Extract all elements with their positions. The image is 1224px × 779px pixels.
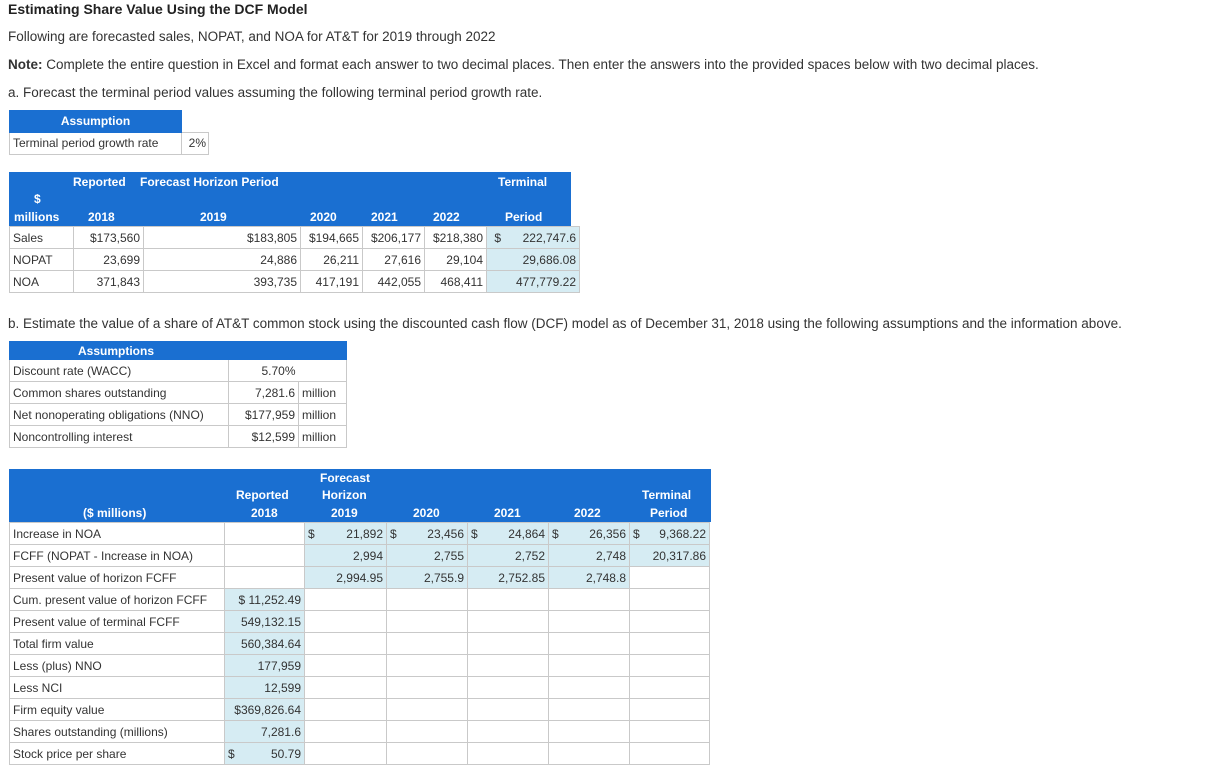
dollar-sign: $ [471,526,478,541]
growth-rate-value: 2% [182,132,209,154]
forecast-year-2018: 2018 [88,210,115,224]
input-cell[interactable]: 2,994 [305,545,387,567]
reported-cell [225,545,305,567]
assumption-a-header: Assumption [10,111,182,133]
assumption-unit: million [299,382,347,404]
table-row [10,249,580,271]
table-row [10,382,347,404]
dollar-sign: $ [228,746,235,761]
table-row [10,404,347,426]
dcf-table [9,522,710,765]
input-cell[interactable] [305,523,387,545]
input-cell[interactable]: 560,384.64 [225,633,305,655]
row-label: Total firm value [10,633,225,655]
forecast-cell: 26,211 [301,249,363,271]
table-row [10,699,710,721]
assumption-value: $12,599 [229,426,299,448]
terminal-input[interactable]: 222,747.6 [509,227,580,249]
dcf-year-2021: 2021 [494,506,521,520]
table-row [10,360,347,382]
forecast-year-2019: 2019 [200,210,227,224]
forecast-cell: $194,665 [301,227,363,249]
forecast-cell: $206,177 [363,227,425,249]
assumption-label: Common shares outstanding [10,382,229,404]
dollar-sign: $ [552,526,559,541]
dcf-year-2018: 2018 [251,506,278,520]
input-cell[interactable] [387,523,468,545]
forecast-cell: 29,104 [425,249,487,271]
table-row [10,655,710,677]
row-label: Increase in NOA [10,523,225,545]
row-label: Sales [10,227,74,249]
terminal-dollar [487,249,509,271]
forecast-h-dollar: $ [34,192,41,206]
row-label: Cum. present value of horizon FCFF [10,589,225,611]
assumption-value: 5.70% [229,360,299,382]
table-row [10,743,710,765]
terminal-input[interactable]: 477,779.22 [509,271,580,293]
assumptions-b-header: Assumptions [10,342,347,360]
reported-cell: 371,843 [74,271,144,293]
dcf-h-reported: Reported [236,488,289,502]
dcf-h-forecast-1: Forecast [320,471,371,485]
table-row [10,611,710,633]
forecast-cell: 417,191 [301,271,363,293]
forecast-year-2020: 2020 [310,210,337,224]
assumption-unit: million [299,426,347,448]
dollar-sign: $ [390,526,397,541]
input-cell[interactable]: 2,748.8 [549,567,630,589]
table-row [10,545,710,567]
table-row [10,677,710,699]
assumption-value: 7,281.6 [229,382,299,404]
reported-cell: $173,560 [74,227,144,249]
growth-rate-label: Terminal period growth rate [10,132,182,154]
cell-value: 21,892 [346,526,383,541]
part-b-text: b. Estimate the value of a share of AT&T common stock using the discounted cash flow (DCF) model as of December 31, 2018 using the following assumptions and the information above. [8,316,1122,331]
table-row [10,633,710,655]
forecast-cell: 27,616 [363,249,425,271]
assumption-label: Discount rate (WACC) [10,360,229,382]
cell-value: 50.79 [270,746,301,761]
dcf-h-millions: ($ millions) [83,506,147,520]
forecast-cell: 468,411 [425,271,487,293]
row-label: NOPAT [10,249,74,271]
forecast-h-terminal: Terminal [498,175,548,189]
forecast-year-2022: 2022 [433,210,460,224]
table-row [10,589,710,611]
row-label: Shares outstanding (millions) [10,721,225,743]
input-cell[interactable]: 2,752 [468,545,549,567]
forecast-h-forecast: Forecast Horizon Period [140,175,279,189]
dcf-h-period: Period [650,506,688,520]
forecast-cell: 24,886 [144,249,301,271]
assumption-unit: million [299,404,347,426]
input-cell[interactable]: 2,755.9 [387,567,468,589]
forecast-h-reported: Reported [73,175,126,189]
note-text [8,57,1039,72]
input-cell[interactable]: 12,599 [225,677,305,699]
input-cell[interactable]: 2,994.95 [305,567,387,589]
row-label: Present value of horizon FCFF [10,567,225,589]
input-cell[interactable]: 2,748 [549,545,630,567]
assumption-label: Net nonoperating obligations (NNO) [10,404,229,426]
table-row [10,271,580,293]
part-a-text: a. Forecast the terminal period values assuming the following terminal period growth rate. [8,85,543,100]
reported-cell [225,523,305,545]
assumption-a-table [9,110,209,155]
dollar-sign: $ [308,526,315,541]
cell-value: 23,456 [427,526,464,541]
terminal-dollar: $ [487,227,509,249]
row-label: NOA [10,271,74,293]
input-cell[interactable] [549,523,630,545]
input-cell[interactable]: 7,281.6 [225,721,305,743]
forecast-year-2021: 2021 [371,210,398,224]
row-label: Stock price per share [10,743,225,765]
input-cell[interactable]: 2,755 [387,545,468,567]
page-title: Estimating Share Value Using the DCF Model [8,1,308,17]
terminal-input[interactable]: 29,686.08 [509,249,580,271]
table-row [10,227,580,249]
forecast-h-millions: millions [14,210,60,224]
forecast-cell: 393,735 [144,271,301,293]
row-label: Less NCI [10,677,225,699]
empty-cell [630,567,710,589]
reported-cell: 23,699 [74,249,144,271]
input-cell[interactable]: $ 11,252.49 [225,589,305,611]
forecast-cell: $218,380 [425,227,487,249]
terminal-dollar [487,271,509,293]
dcf-year-2019: 2019 [331,506,358,520]
intro-text: Following are forecasted sales, NOPAT, and NOA for AT&T for 2019 through 2022 [8,29,496,44]
note-body: Complete the entire question in Excel and format each answer to two decimal places. Then enter the answers into the provided spaces below with two decimal places. [42,57,1039,72]
reported-cell [225,567,305,589]
row-label: FCFF (NOPAT - Increase in NOA) [10,545,225,567]
table-row [10,523,710,545]
cell-value: 9,368.22 [659,526,706,541]
forecast-h-period: Period [505,210,543,224]
forecast-cell: $183,805 [144,227,301,249]
assumption-value: $177,959 [229,404,299,426]
input-cell[interactable]: 177,959 [225,655,305,677]
table-row [10,426,347,448]
dcf-h-forecast-2: Horizon [322,488,367,502]
dcf-year-2022: 2022 [574,506,601,520]
assumption-unit [299,360,347,382]
input-cell[interactable]: $369,826.64 [225,699,305,721]
forecast-cell: 442,055 [363,271,425,293]
input-cell[interactable] [468,523,549,545]
cell-value: 24,864 [508,526,545,541]
input-cell[interactable]: 20,317.86 [630,545,710,567]
cell-value: 26,356 [589,526,626,541]
dcf-year-2020: 2020 [413,506,440,520]
forecast-table [9,226,580,293]
input-cell[interactable]: 2,752.85 [468,567,549,589]
row-label: Less (plus) NNO [10,655,225,677]
assumptions-b-table [9,341,347,448]
input-cell[interactable] [630,523,710,545]
row-label: Present value of terminal FCFF [10,611,225,633]
assumption-label: Noncontrolling interest [10,426,229,448]
dollar-sign: $ [633,526,640,541]
table-row [10,567,710,589]
input-cell[interactable]: 549,132.15 [225,611,305,633]
input-cell[interactable] [225,743,305,765]
table-row [10,721,710,743]
note-label: Note: [8,57,43,72]
row-label: Firm equity value [10,699,225,721]
dcf-h-terminal: Terminal [642,488,692,502]
